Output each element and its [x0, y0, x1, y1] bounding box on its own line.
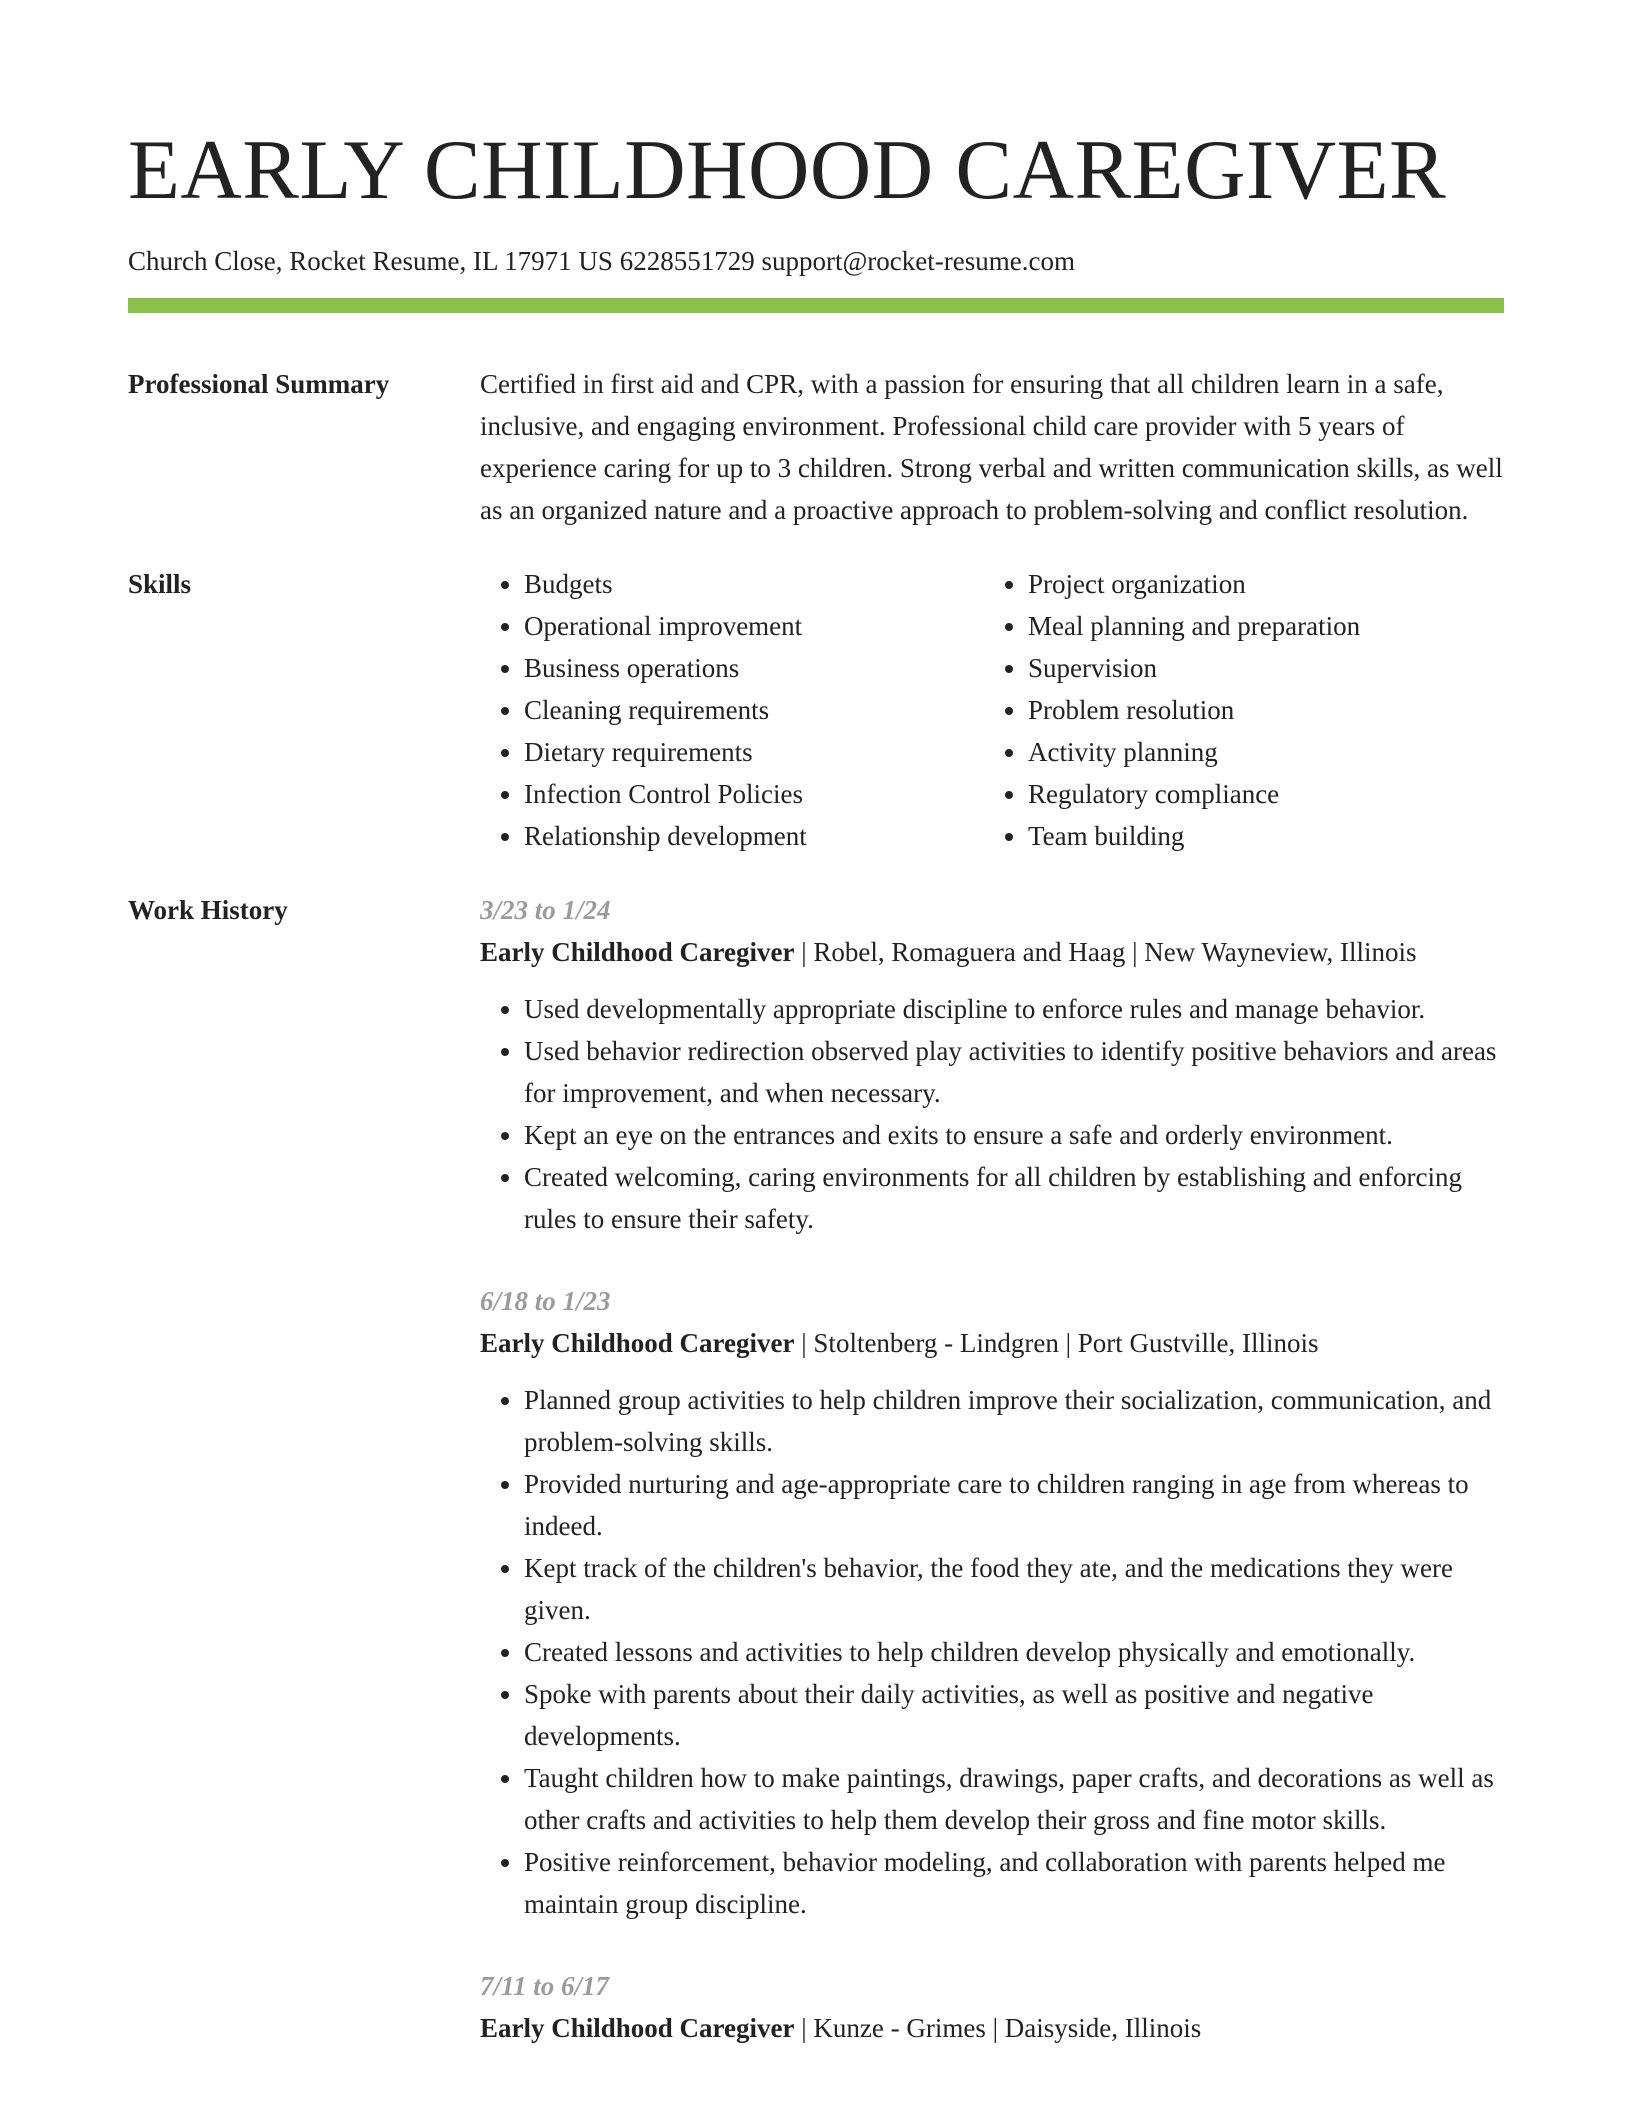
skill-item: • Supervision [1028, 647, 1488, 689]
job-bullet: • Positive reinforcement, behavior modeling, and collaboration with parents helped me maintain group discipline. [524, 1841, 1504, 1925]
job-entry [480, 1280, 1504, 1925]
skill-item: • Operational improvement [524, 605, 984, 647]
skills-column-right [984, 563, 1488, 857]
skill-item: • Budgets [524, 563, 984, 605]
job-bullet: • Used developmentally appropriate discipline to enforce rules and manage behavior. [524, 988, 1504, 1030]
job-bullet: • Taught children how to make paintings, drawings, paper crafts, and decorations as well as other crafts and activities to help them develop their gross and fine motor skills. [524, 1757, 1504, 1841]
job-bullet: • Planned group activities to help children improve their socialization, communication, and problem-solving skills. [524, 1379, 1504, 1463]
skill-item: • Activity planning [1028, 731, 1488, 773]
job-bullet: • Kept track of the children's behavior, the food they ate, and the medications they were given. [524, 1547, 1504, 1631]
skill-item: • Infection Control Policies [524, 773, 984, 815]
job-entry [480, 1965, 1504, 2049]
job-employer-location: | Robel, Romaguera and Haag | New Wayneview, Illinois [794, 937, 1417, 967]
job-heading [480, 1322, 1504, 1364]
job-bullet: • Provided nurturing and age-appropriate care to children ranging in age from whereas to indeed. [524, 1463, 1504, 1547]
job-entry [480, 889, 1504, 1240]
skill-item: • Business operations [524, 647, 984, 689]
skill-item: • Regulatory compliance [1028, 773, 1488, 815]
job-bullet: • Spoke with parents about their daily activities, as well as positive and negative developments. [524, 1673, 1504, 1757]
job-bullet: • Used behavior redirection observed play activities to identify positive behaviors and areas for improvement, and when necessary. [524, 1030, 1504, 1114]
job-dates: 3/23 to 1/24 [480, 895, 611, 925]
job-bullet-list [480, 1379, 1504, 1925]
skills-section [128, 563, 1504, 857]
resume-page [128, 0, 1504, 2089]
skills-heading: Skills [128, 569, 192, 599]
skill-item: • Team building [1028, 815, 1488, 857]
job-title: Early Childhood Caregiver [480, 2013, 795, 2043]
skill-item: • Meal planning and preparation [1028, 605, 1488, 647]
job-heading [480, 931, 1504, 973]
skill-item: • Problem resolution [1028, 689, 1488, 731]
summary-text: Certified in first aid and CPR, with a passion for ensuring that all children learn in a safe, inclusive, and engaging environment. Professional child care provider with 5 years of experience caring for up to 3 children. Strong verbal and written communication skills, as well as an organized nature and a proactive approach to problem-solving and conflict resolution. [480, 369, 1503, 525]
job-title: Early Childhood Caregiver [480, 1328, 795, 1358]
work-history-section [128, 889, 1504, 2089]
job-employer-location: | Kunze - Grimes | Daisyside, Illinois [794, 2013, 1202, 2043]
skill-item: • Dietary requirements [524, 731, 984, 773]
skill-item: • Project organization [1028, 563, 1488, 605]
header-divider [128, 298, 1504, 313]
job-bullet-list [480, 988, 1504, 1240]
job-dates: 6/18 to 1/23 [480, 1286, 611, 1316]
job-bullet: • Kept an eye on the entrances and exits to ensure a safe and orderly environment. [524, 1114, 1504, 1156]
job-dates: 7/11 to 6/17 [480, 1971, 610, 2001]
skills-column-left [480, 563, 984, 857]
summary-section [128, 363, 1504, 531]
work-history-heading: Work History [128, 895, 288, 925]
job-list [480, 889, 1504, 2089]
skill-item: • Relationship development [524, 815, 984, 857]
skill-item: • Cleaning requirements [524, 689, 984, 731]
contact-line: Church Close, Rocket Resume, IL 17971 US 6228551729 support@rocket-resume.com [128, 246, 1075, 276]
summary-heading: Professional Summary [128, 369, 390, 399]
job-employer-location: | Stoltenberg - Lindgren | Port Gustville, Illinois [794, 1328, 1319, 1358]
candidate-name: EARLY CHILDHOOD CAREGIVER [128, 123, 1447, 217]
job-bullet: • Created lessons and activities to help children develop physically and emotionally. [524, 1631, 1504, 1673]
job-bullet: • Created welcoming, caring environments for all children by establishing and enforcing rules to ensure their safety. [524, 1156, 1504, 1240]
job-heading [480, 2007, 1504, 2049]
job-title: Early Childhood Caregiver [480, 937, 795, 967]
